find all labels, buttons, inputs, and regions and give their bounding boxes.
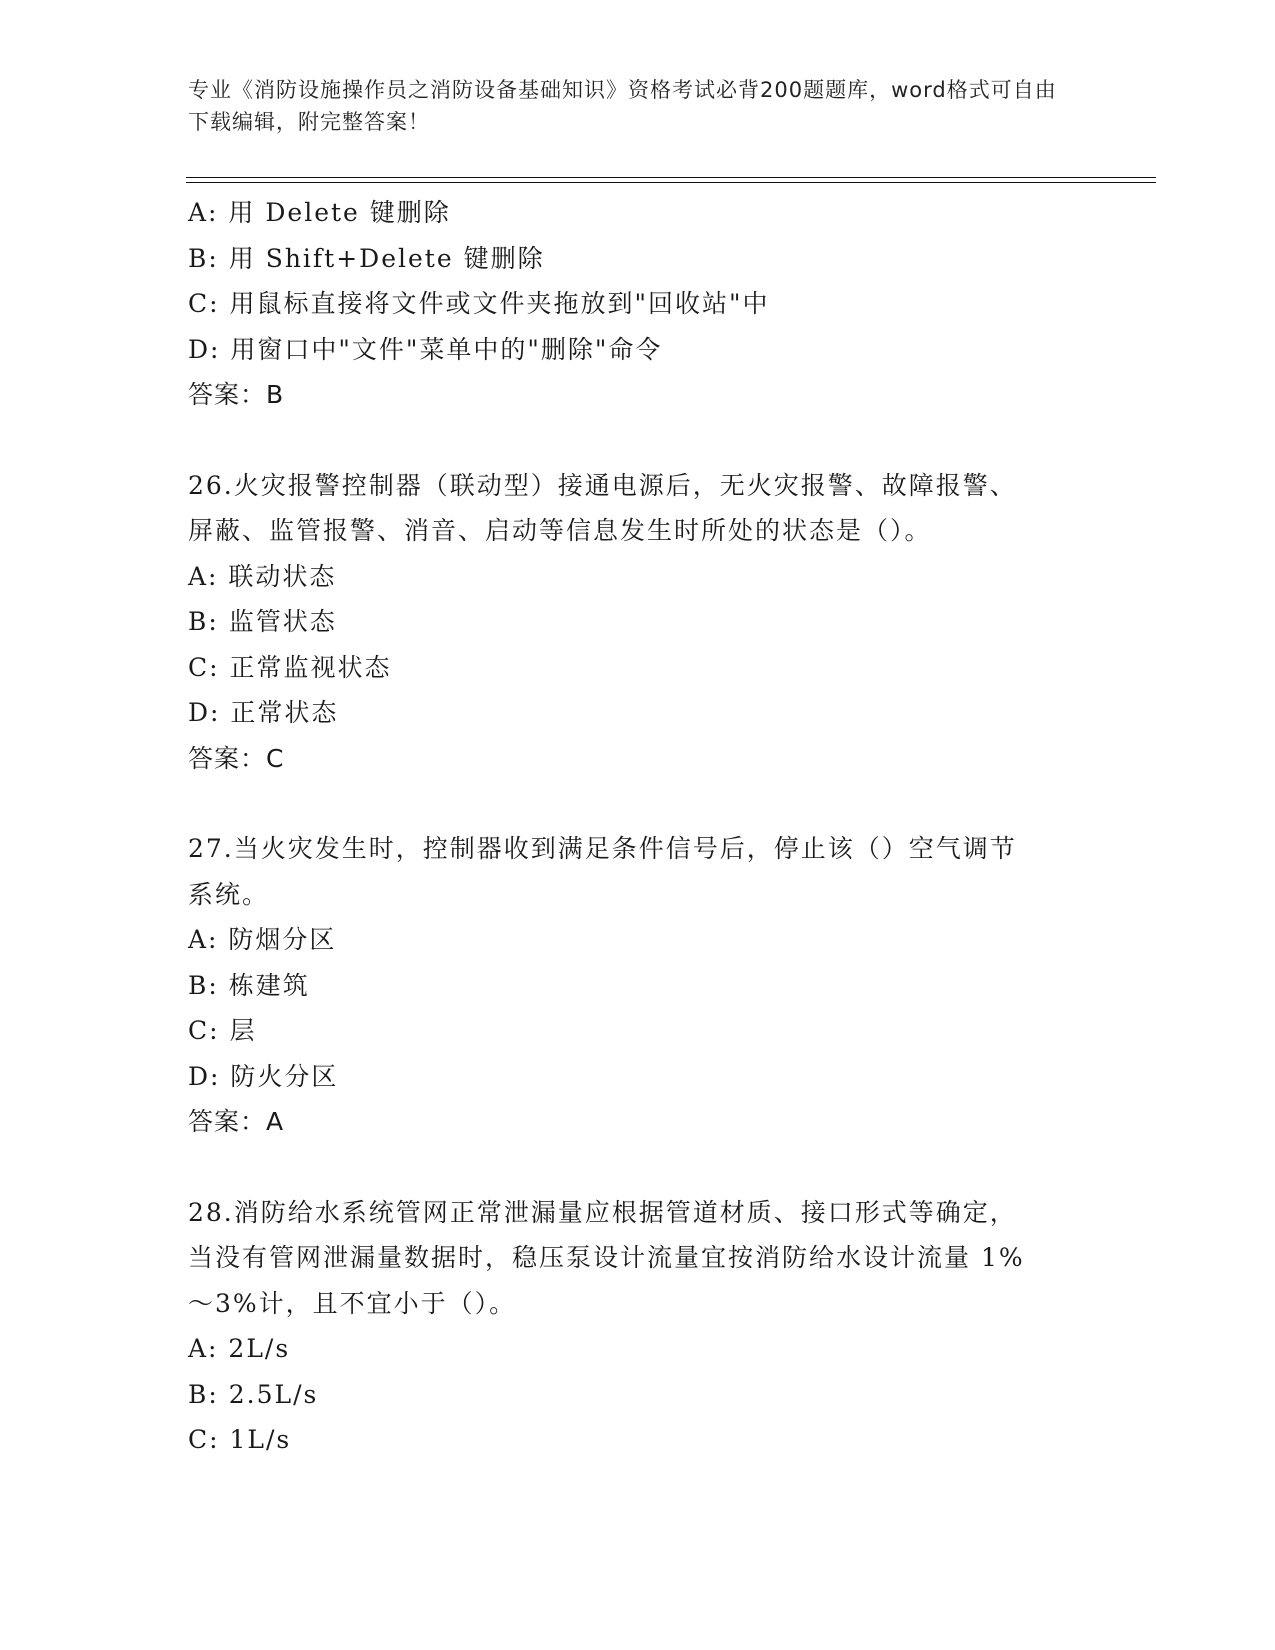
answer-text: 答案：A xyxy=(188,1107,285,1136)
spacer xyxy=(188,1145,1068,1190)
header-rule-bottom xyxy=(186,182,1156,183)
spacer xyxy=(188,781,1068,826)
option-a: A: 用 Delete 键删除 xyxy=(188,198,451,227)
option-b: B: 监管状态 xyxy=(188,607,337,636)
question-stem-line: 当没有管网泄漏量数据时，稳压泵设计流量宜按消防给水设计流量 1% xyxy=(188,1243,1025,1272)
spacer xyxy=(188,418,1068,463)
option-c: C: 正常监视状态 xyxy=(188,652,392,682)
option-a: A: 防烟分区 xyxy=(188,925,337,954)
question-stem-line: 系统。 xyxy=(188,879,270,909)
option-a: A: 联动状态 xyxy=(188,561,337,591)
option-a: A: 2L/s xyxy=(188,1334,291,1363)
question-stem-line: 27.当火灾发生时，控制器收到满足条件信号后，停止该（）空气调节 xyxy=(188,834,1017,863)
question-list xyxy=(188,190,1068,1463)
question-26 xyxy=(188,463,1068,782)
question-28 xyxy=(188,1190,1068,1463)
option-b: B: 用 Shift+Delete 键删除 xyxy=(188,243,545,273)
document-header xyxy=(188,74,1068,138)
answer-text: 答案：B xyxy=(188,380,285,409)
question-27 xyxy=(188,826,1068,1145)
option-b: B: 栋建筑 xyxy=(188,970,310,1000)
question-stem-line: ～3%计，且不宜小于（）。 xyxy=(188,1288,517,1318)
question-stem-line: 屏蔽、监管报警、消音、启动等信息发生时所处的状态是（）。 xyxy=(188,516,932,545)
question-stem-line: 28.消防给水系统管网正常泄漏量应根据管道材质、接口形式等确定， xyxy=(188,1197,1017,1227)
option-d: D: 防火分区 xyxy=(188,1061,339,1091)
option-c: C: 1L/s xyxy=(188,1425,292,1454)
option-d: D: 正常状态 xyxy=(188,698,339,727)
option-b: B: 2.5L/s xyxy=(188,1379,319,1409)
question-stem-line: 26.火灾报警控制器（联动型）接通电源后，无火灾报警、故障报警、 xyxy=(188,470,1017,500)
option-d: D: 用窗口中"文件"菜单中的"删除"命令 xyxy=(188,334,663,364)
option-c: C: 层 xyxy=(188,1016,257,1045)
question-25 xyxy=(188,190,1068,418)
answer-text: 答案：C xyxy=(188,743,285,773)
header-rule-top xyxy=(186,177,1156,178)
header-text: 专业《消防设施操作员之消防设备基础知识》资格考试必背200题题库，word格式可自由下载编辑，附完整答案！ xyxy=(188,78,1057,134)
option-c: C: 用鼠标直接将文件或文件夹拖放到"回收站"中 xyxy=(188,289,770,318)
